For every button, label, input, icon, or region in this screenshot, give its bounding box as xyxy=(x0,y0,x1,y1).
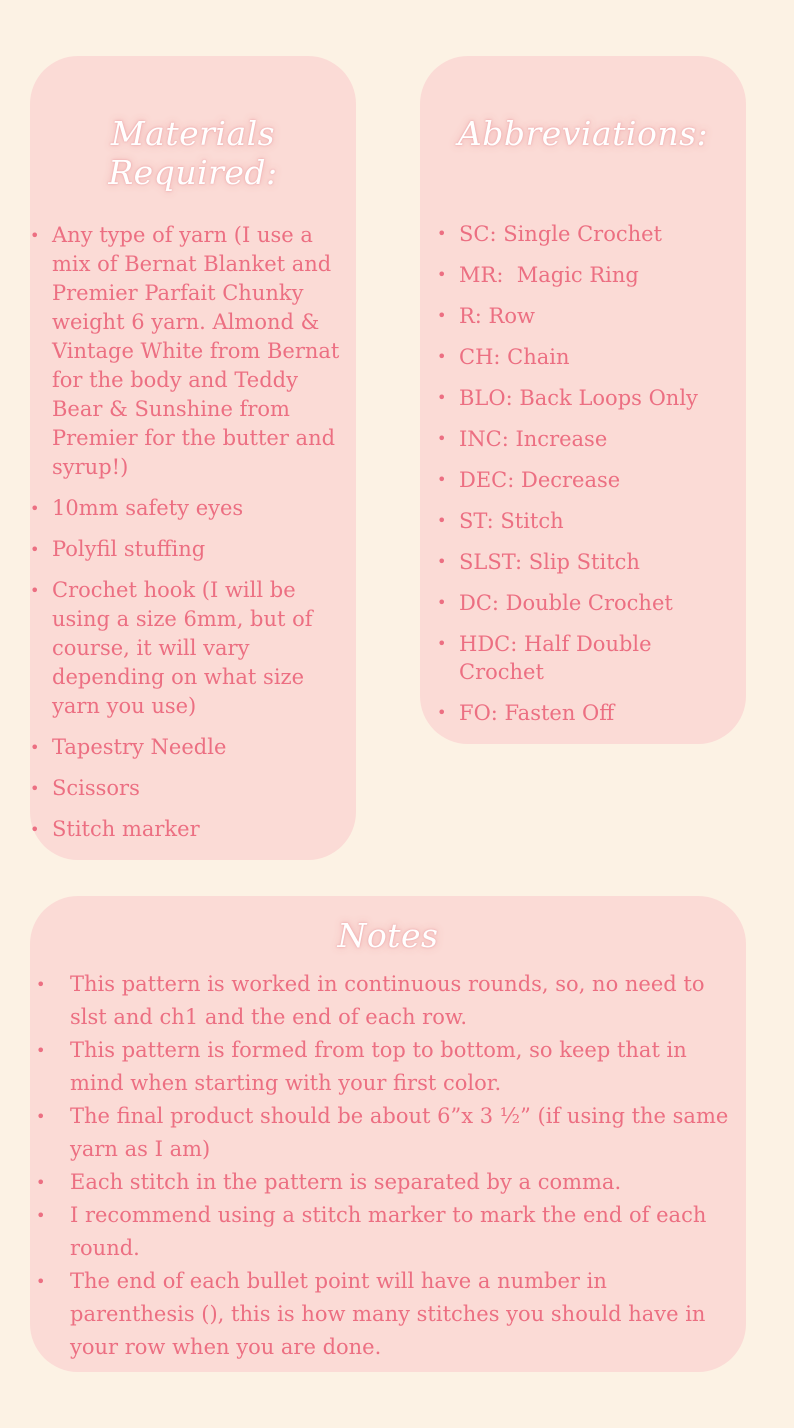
list-item-text: CH: Chain xyxy=(459,345,570,369)
bullet-icon: • xyxy=(36,1041,46,1060)
notes-heading: Notes xyxy=(337,916,439,955)
list-item xyxy=(437,589,736,617)
materials-heading: Materials Required: xyxy=(108,114,278,192)
list-item xyxy=(36,1034,732,1100)
abbreviations-card xyxy=(420,56,746,744)
list-item-text: DEC: Decrease xyxy=(459,468,621,492)
list-item xyxy=(437,548,736,576)
list-item-text: R: Row xyxy=(459,304,535,328)
materials-list xyxy=(30,221,346,856)
list-item xyxy=(30,733,346,762)
list-item xyxy=(30,774,346,803)
list-item-text: INC: Increase xyxy=(459,427,608,451)
list-item-text: Stitch marker xyxy=(52,817,200,841)
bullet-icon: • xyxy=(30,779,40,798)
list-item-text: This pattern is worked in continuous rounds, so, no need to slst and ch1 and the end of each row. xyxy=(70,972,705,1029)
list-item-text: 10mm safety eyes xyxy=(52,496,244,520)
list-item xyxy=(36,1265,732,1364)
bullet-icon: • xyxy=(36,1107,46,1126)
bullet-icon: • xyxy=(437,388,447,407)
abbreviations-heading: Abbreviations: xyxy=(457,114,709,153)
list-item xyxy=(437,425,736,453)
list-item-text: I recommend using a stitch marker to mark the end of each round. xyxy=(70,1203,707,1260)
notes-card xyxy=(30,896,746,1372)
bullet-icon: • xyxy=(36,1173,46,1192)
list-item xyxy=(36,1100,732,1166)
bullet-icon: • xyxy=(437,265,447,284)
list-item xyxy=(437,507,736,535)
list-item-text: This pattern is formed from top to bottom, so keep that in mind when starting with your first color. xyxy=(70,1038,687,1095)
abbreviations-list xyxy=(437,220,736,740)
bullet-icon: • xyxy=(437,703,447,722)
bullet-icon: • xyxy=(437,593,447,612)
list-item-text: Scissors xyxy=(52,776,140,800)
list-item-text: The end of each bullet point will have a number in parenthesis (), this is how many stitches you should have in your row when you are done. xyxy=(70,1269,706,1359)
list-item-text: HDC: Half Double Crochet xyxy=(459,632,652,684)
bullet-icon: • xyxy=(437,511,447,530)
list-item xyxy=(437,699,736,727)
list-item xyxy=(30,221,346,482)
bullet-icon: • xyxy=(437,224,447,243)
list-item-text: SC: Single Crochet xyxy=(459,222,662,246)
bullet-icon: • xyxy=(437,634,447,653)
list-item-text: Each stitch in the pattern is separated by a comma. xyxy=(70,1170,622,1194)
bullet-icon: • xyxy=(437,429,447,448)
bullet-icon: • xyxy=(437,470,447,489)
bullet-icon: • xyxy=(30,738,40,757)
list-item xyxy=(36,968,732,1034)
list-item-text: ST: Stitch xyxy=(459,509,564,533)
bullet-icon: • xyxy=(30,581,40,600)
list-item xyxy=(437,630,736,686)
bullet-icon: • xyxy=(30,820,40,839)
list-item xyxy=(437,302,736,330)
list-item-text: MR: Magic Ring xyxy=(459,263,639,287)
list-item-text: BLO: Back Loops Only xyxy=(459,386,698,410)
list-item-text: Tapestry Needle xyxy=(52,735,227,759)
list-item-text: DC: Double Crochet xyxy=(459,591,673,615)
list-item xyxy=(437,261,736,289)
bullet-icon: • xyxy=(36,975,46,994)
list-item-text: SLST: Slip Stitch xyxy=(459,550,640,574)
list-item-text: FO: Fasten Off xyxy=(459,701,615,725)
materials-card xyxy=(30,56,356,860)
list-item xyxy=(30,815,346,844)
bullet-icon: • xyxy=(437,347,447,366)
list-item xyxy=(30,494,346,523)
bullet-icon: • xyxy=(30,540,40,559)
bullet-icon: • xyxy=(36,1272,46,1291)
list-item xyxy=(36,1199,732,1265)
notes-list xyxy=(36,968,732,1364)
list-item-text: Any type of yarn (I use a mix of Bernat Blanket and Premier Parfait Chunky weight 6 yarn. Almond & Vintage White from Bernat for the body and Teddy Bear & Sunshine from Premier for the butter and syrup!) xyxy=(52,223,340,479)
list-item xyxy=(30,576,346,721)
bullet-icon: • xyxy=(30,499,40,518)
list-item-text: Crochet hook (I will be using a size 6mm, but of course, it will vary depending on what size yarn you use) xyxy=(52,578,313,718)
bullet-icon: • xyxy=(437,306,447,325)
bullet-icon: • xyxy=(30,226,40,245)
list-item xyxy=(36,1166,732,1199)
list-item xyxy=(437,343,736,371)
list-item-text: Polyfil stuffing xyxy=(52,537,206,561)
list-item xyxy=(437,220,736,248)
list-item xyxy=(30,535,346,564)
bullet-icon: • xyxy=(36,1206,46,1225)
list-item xyxy=(437,466,736,494)
list-item xyxy=(437,384,736,412)
bullet-icon: • xyxy=(437,552,447,571)
list-item-text: The final product should be about 6”x 3 ½” (if using the same yarn as I am) xyxy=(70,1104,729,1161)
